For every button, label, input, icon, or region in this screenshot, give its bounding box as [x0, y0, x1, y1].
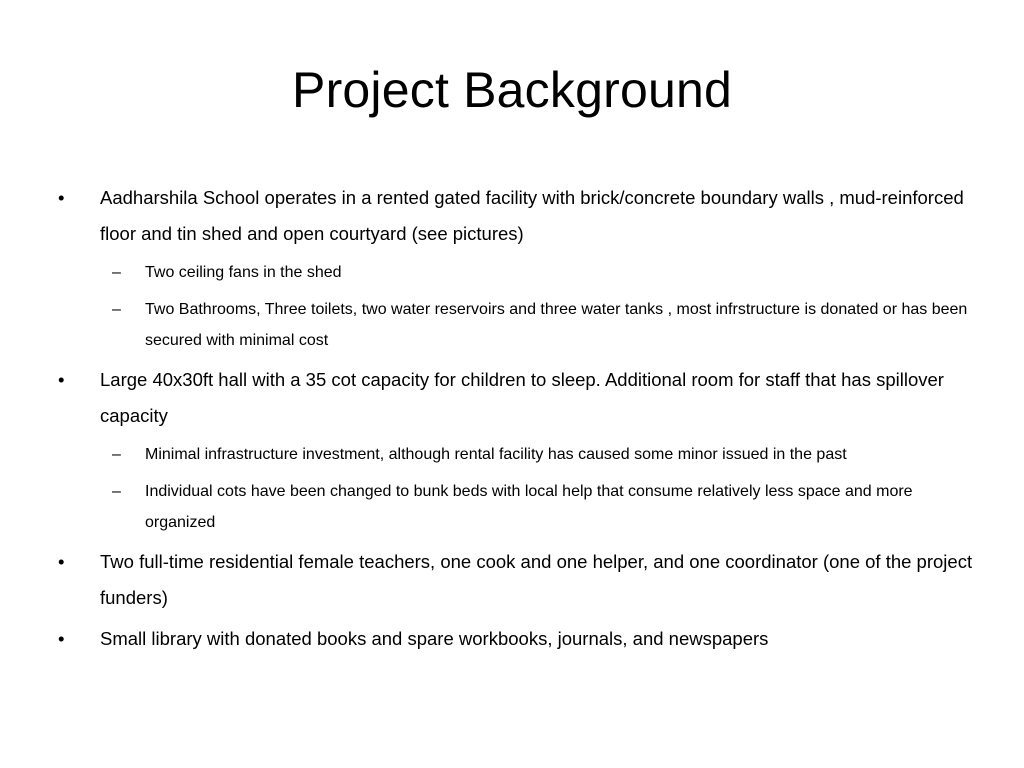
bullet-text: Large 40x30ft hall with a 35 cot capacity for children to sleep. Additional room for staff that has spillover capacity: [100, 369, 944, 426]
sub-bullet-text: Two Bathrooms, Three toilets, two water reservoirs and three water tanks , most infrstructure is donated or has been secured with minimal cost: [145, 301, 968, 349]
dash-icon: –: [112, 301, 121, 318]
slide-title: Project Background: [292, 62, 732, 118]
sub-bullet-item: [52, 294, 982, 356]
bullet-item: [52, 180, 982, 252]
dash-icon: –: [112, 264, 121, 281]
sub-bullet-text: Two ceiling fans in the shed: [145, 264, 342, 281]
bullet-text: Aadharshila School operates in a rented gated facility with brick/concrete boundary walls , mud-reinforced floor and tin shed and open courtyard (see pictures): [100, 187, 964, 244]
sub-bullet-item: [52, 439, 982, 470]
bullet-dot-icon: •: [58, 369, 65, 390]
bullet-dot-icon: •: [58, 551, 65, 572]
bullet-text: Small library with donated books and spare workbooks, journals, and newspapers: [100, 628, 769, 649]
bullet-item: [52, 621, 982, 657]
slide-content: [52, 180, 982, 662]
dash-icon: –: [112, 446, 121, 463]
sub-bullet-text: Minimal infrastructure investment, although rental facility has caused some minor issued in the past: [145, 446, 847, 463]
bullet-item: [52, 362, 982, 434]
sub-bullet-text: Individual cots have been changed to bunk beds with local help that consume relatively less space and more organized: [145, 483, 913, 531]
bullet-dot-icon: •: [58, 187, 65, 208]
dash-icon: –: [112, 483, 121, 500]
sub-bullet-item: [52, 476, 982, 538]
bullet-item: [52, 544, 982, 616]
bullet-text: Two full-time residential female teachers, one cook and one helper, and one coordinator (one of the project funders): [100, 551, 973, 608]
sub-bullet-item: [52, 257, 982, 288]
bullet-dot-icon: •: [58, 628, 65, 649]
